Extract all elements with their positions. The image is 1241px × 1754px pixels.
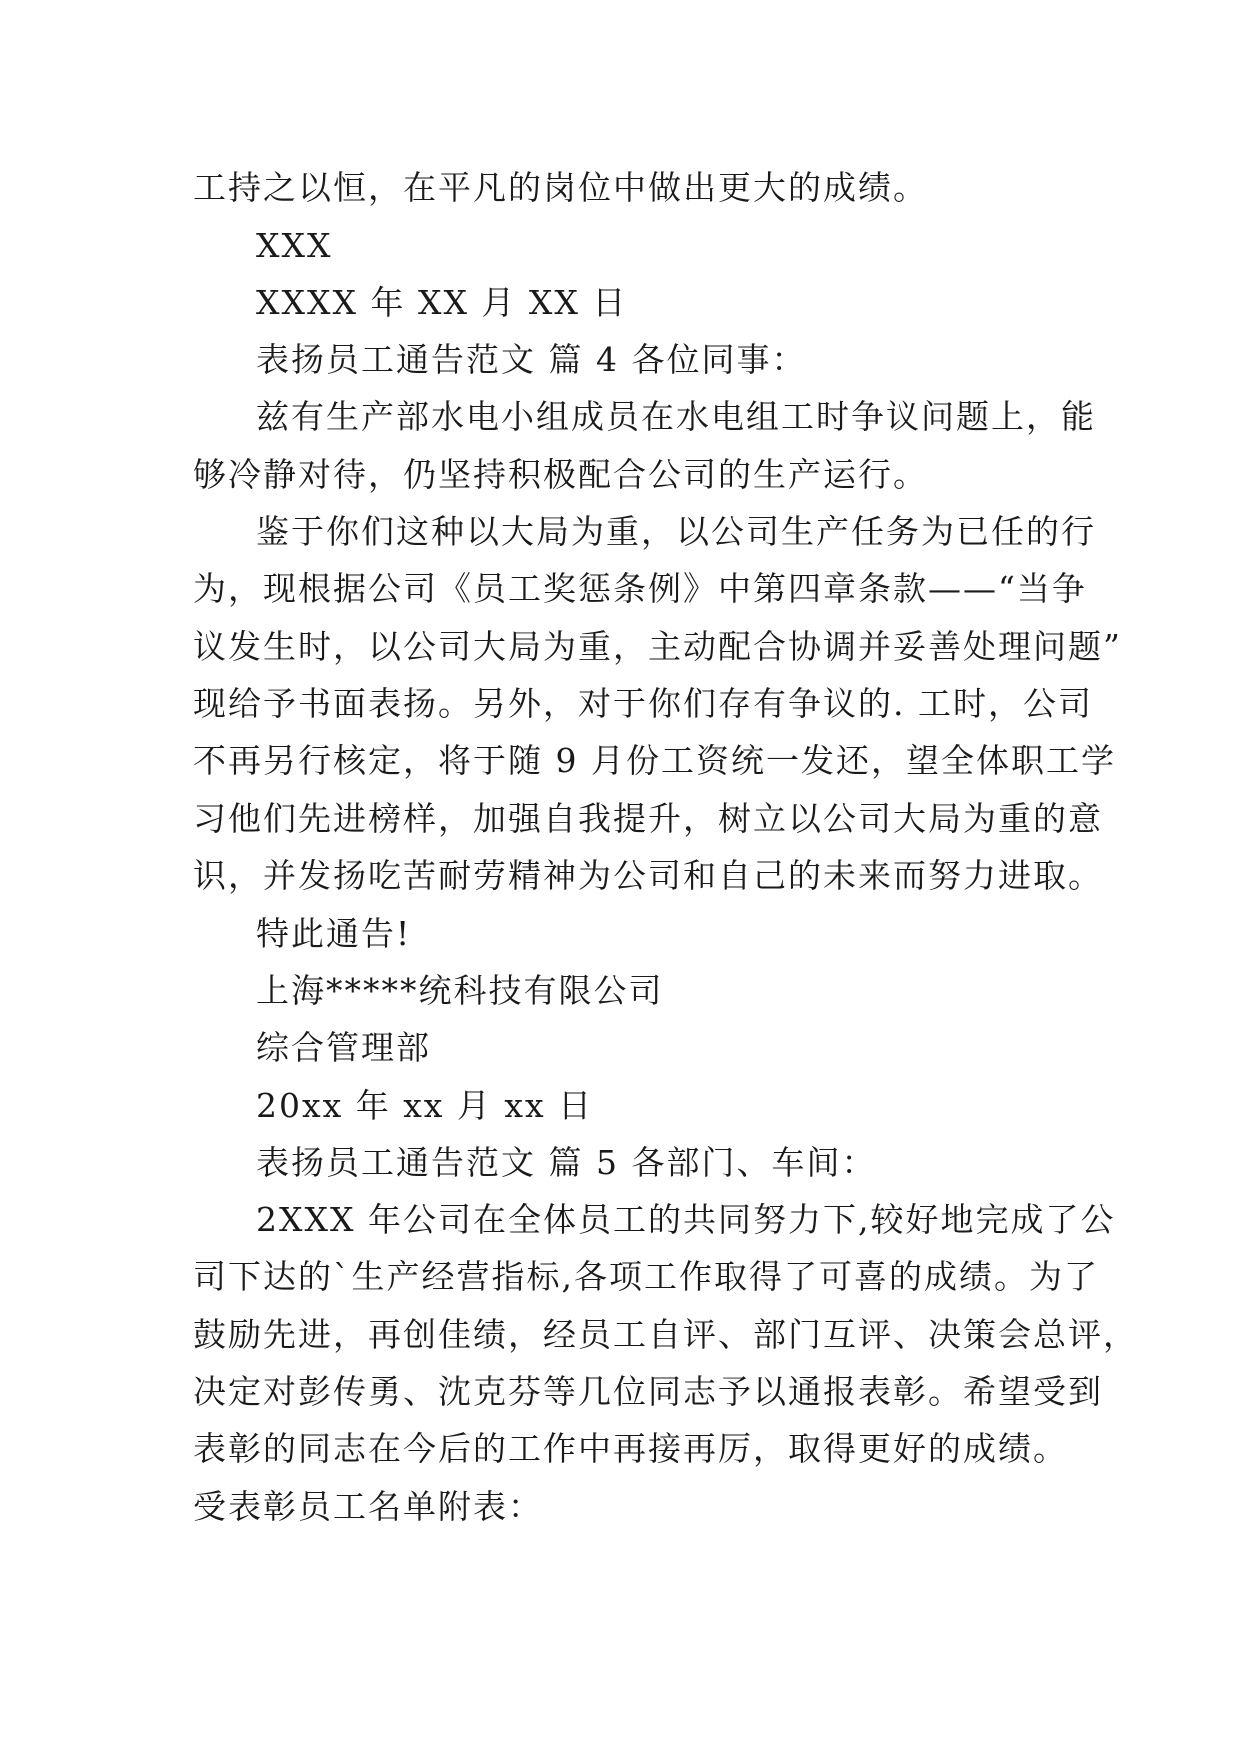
paragraph-line: 鼓励先进，再创佳绩，经员工自评、部门互评、决策会总评， — [193, 1315, 1138, 1354]
paragraph-line: 工持之以恒，在平凡的岗位中做出更大的成绩。 — [193, 168, 928, 207]
paragraph-line: 2XXX 年公司在全体员工的共同努力下,较好地完成了公 — [256, 1200, 1116, 1239]
paragraph-line: 兹有生产部水电小组成员在水电组工时争议问题上，能 — [256, 397, 1096, 436]
paragraph-line: 现给予书面表扬。另外，对于你们存有争议的. 工时，公司 — [193, 684, 1093, 723]
signature-department: 综合管理部 — [256, 1028, 431, 1067]
section-heading: 表扬员工通告范文 篇 4 各位同事： — [256, 340, 807, 379]
closing-line: 特此通告! — [256, 914, 412, 953]
paragraph-line: 受表彰员工名单附表： — [193, 1487, 543, 1526]
signature-name: XXX — [256, 226, 333, 265]
paragraph-line: 议发生时，以公司大局为重，主动配合协调并妥善处理问题” — [193, 627, 1122, 666]
signature-date: 20xx 年 xx 月 xx 日 — [256, 1086, 594, 1125]
signature-date: XXXX 年 XX 月 XX 日 — [256, 283, 628, 322]
paragraph-line: 识，并发扬吃苦耐劳精神为公司和自己的未来而努力进取。 — [193, 856, 1103, 895]
paragraph-line: 习他们先进榜样，加强自我提升，树立以公司大局为重的意 — [193, 799, 1103, 838]
paragraph-line: 司下达的`生产经营指标,各项工作取得了可喜的成绩。为了 — [193, 1257, 1099, 1296]
paragraph-line: 不再另行核定，将于随 9 月份工资统一发还，望全体职工学 — [193, 741, 1116, 780]
paragraph-line: 够冷静对待，仍坚持积极配合公司的生产运行。 — [193, 455, 928, 494]
paragraph-line: 表彰的同志在今后的工作中再接再厉，取得更好的成绩。 — [193, 1429, 1068, 1468]
signature-company: 上海*****统科技有限公司 — [256, 971, 664, 1010]
section-heading: 表扬员工通告范文 篇 5 各部门、车间： — [256, 1143, 877, 1182]
paragraph-line: 为，现根据公司《员工奖惩条例》中第四章条款——“当争 — [193, 569, 1087, 608]
paragraph-line: 决定对彭传勇、沈克芬等几位同志予以通报表彰。希望受到 — [193, 1372, 1103, 1411]
paragraph-line: 鉴于你们这种以大局为重，以公司生产任务为已任的行 — [256, 512, 1096, 551]
